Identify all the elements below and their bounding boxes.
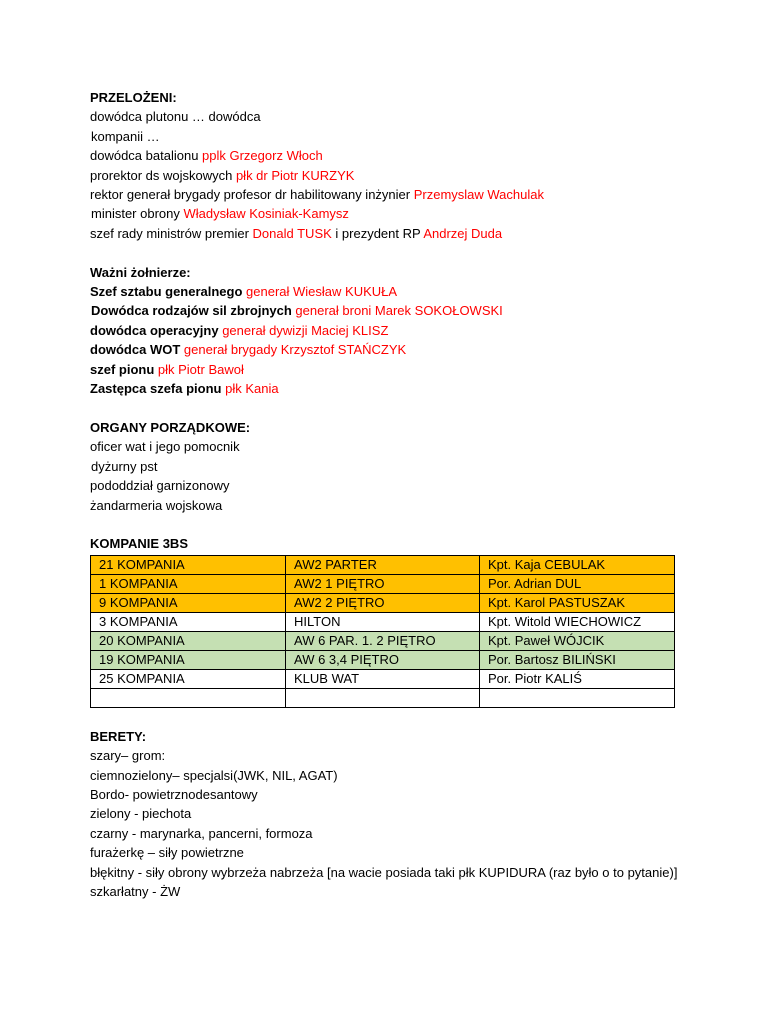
berety-line: błękitny - siły obrony wybrzeża nabrzeża [na wacie posiada taki płk KUPIDURA (raz było o to pytanie)] <box>90 864 678 880</box>
table-cell: 25 KOMPANIA <box>91 669 286 688</box>
table-cell <box>286 688 480 707</box>
spacer <box>90 515 690 534</box>
line-text: i prezydent RP <box>331 225 424 241</box>
wazni-line <box>90 360 690 379</box>
person-name: Andrzej Duda <box>423 225 503 241</box>
line-text: minister obrony <box>91 206 184 222</box>
line-text: prorektor ds wojskowych <box>90 167 236 183</box>
przelozeni-line <box>90 107 690 126</box>
table-cell: Kpt. Kaja CEBULAK <box>480 555 675 574</box>
berety-line: Bordo- powietrznodesantowy <box>90 786 258 802</box>
kompanie-heading: KOMPANIE 3BS <box>90 536 188 552</box>
table-row <box>91 650 675 669</box>
person-name: płk Kania <box>221 381 279 397</box>
table-cell: Kpt. Witold WIECHOWICZ <box>480 612 675 631</box>
przelozeni-line <box>90 185 690 204</box>
table-cell: Por. Adrian DUL <box>480 574 675 593</box>
table-cell <box>480 688 675 707</box>
wazni-line <box>90 340 690 359</box>
table-cell: AW2 2 PIĘTRO <box>286 593 480 612</box>
table-row <box>91 688 675 707</box>
person-name: generał broni Marek SOKOŁOWSKI <box>291 303 503 319</box>
table-cell: AW2 PARTER <box>286 555 480 574</box>
table-cell: 20 KOMPANIA <box>91 631 286 650</box>
person-name: płk dr Piotr KURZYK <box>235 167 355 183</box>
organy-line: pododdział garnizonowy <box>90 478 230 494</box>
berety-heading: BERETY: <box>90 728 147 744</box>
table-cell: HILTON <box>286 612 480 631</box>
table-row <box>91 574 675 593</box>
kompanie-table-body <box>91 555 675 707</box>
line-text: kompanii … <box>91 128 160 144</box>
berety-line: czarny - marynarka, pancerni, formoza <box>90 825 313 841</box>
organy-line: żandarmeria wojskowa <box>90 497 223 513</box>
line-text: szef rady ministrów premier <box>90 225 253 241</box>
table-cell: AW 6 3,4 PIĘTRO <box>286 650 480 669</box>
wazni-line <box>90 379 690 398</box>
table-cell: Por. Bartosz BILIŃSKI <box>480 650 675 669</box>
table-cell: AW2 1 PIĘTRO <box>286 574 480 593</box>
line-text: dowódca batalionu <box>90 148 203 164</box>
person-name: Władysław Kosiniak-Kamysz <box>183 206 349 222</box>
table-row <box>91 612 675 631</box>
berety-line: szary– grom: <box>90 748 166 764</box>
table-cell: Kpt. Karol PASTUSZAK <box>480 593 675 612</box>
przelozeni-line <box>90 204 690 223</box>
berety-line: zielony - piechota <box>90 806 192 822</box>
wazni-line <box>90 301 690 320</box>
table-row <box>91 555 675 574</box>
table-row <box>91 631 675 650</box>
person-name: generał dywizji Maciej KLISZ <box>218 322 389 338</box>
wazni-line <box>90 321 690 340</box>
przelozeni-heading: PRZELOŻENI: <box>90 90 177 105</box>
table-cell: AW 6 PAR. 1. 2 PIĘTRO <box>286 631 480 650</box>
przelozeni-line <box>90 127 690 146</box>
person-name: generał brygady Krzysztof STAŃCZYK <box>180 342 407 358</box>
line-text: dowódca plutonu … dowódca <box>90 109 261 125</box>
table-cell: 19 KOMPANIA <box>91 650 286 669</box>
organy-line: dyżurny pst <box>91 458 158 474</box>
table-row <box>91 593 675 612</box>
table-cell: 3 KOMPANIA <box>91 612 286 631</box>
table-cell: Kpt. Paweł WÓJCIK <box>480 631 675 650</box>
position-title: Zastępca szefa pionu <box>90 381 222 397</box>
spacer <box>90 708 690 727</box>
document-page <box>90 88 690 901</box>
spacer <box>90 398 690 417</box>
position-title: dowódca operacyjny <box>90 322 219 338</box>
table-cell <box>91 688 286 707</box>
table-cell: 1 KOMPANIA <box>91 574 286 593</box>
berety-line: szkarłatny - ŻW <box>90 883 181 899</box>
person-name: Donald TUSK <box>252 225 332 241</box>
line-text: rektor generał brygady profesor dr habilitowany inżynier <box>90 187 414 203</box>
table-cell: KLUB WAT <box>286 669 480 688</box>
table-row <box>91 669 675 688</box>
table-cell: 9 KOMPANIA <box>91 593 286 612</box>
kompanie-table <box>90 555 675 708</box>
person-name: pplk Grzegorz Włoch <box>202 148 323 164</box>
wazni-heading: Ważni żołnierze: <box>90 264 191 280</box>
spacer <box>90 243 690 262</box>
table-cell: 21 KOMPANIA <box>91 555 286 574</box>
berety-line: furażerkę – siły powietrzne <box>90 845 244 861</box>
przelozeni-line <box>90 224 690 243</box>
table-cell: Por. Piotr KALIŚ <box>480 669 675 688</box>
position-title: Dowódca rodzajów sil zbrojnych <box>91 303 292 319</box>
organy-line: oficer wat i jego pomocnik <box>90 439 240 455</box>
przelozeni-line <box>90 166 690 185</box>
wazni-line <box>90 282 690 301</box>
organy-heading: ORGANY PORZĄDKOWE: <box>90 419 251 435</box>
position-title: szef pionu <box>90 361 155 377</box>
person-name: płk Piotr Bawoł <box>154 361 244 377</box>
position-title: Szef sztabu generalnego <box>90 284 243 300</box>
berety-line: ciemnozielony– specjalsi(JWK, NIL, AGAT) <box>90 767 338 783</box>
person-name: Przemyslaw Wachulak <box>413 187 544 203</box>
person-name: generał Wiesław KUKUŁA <box>242 284 398 300</box>
przelozeni-line <box>90 146 690 165</box>
position-title: dowódca WOT <box>90 342 181 358</box>
